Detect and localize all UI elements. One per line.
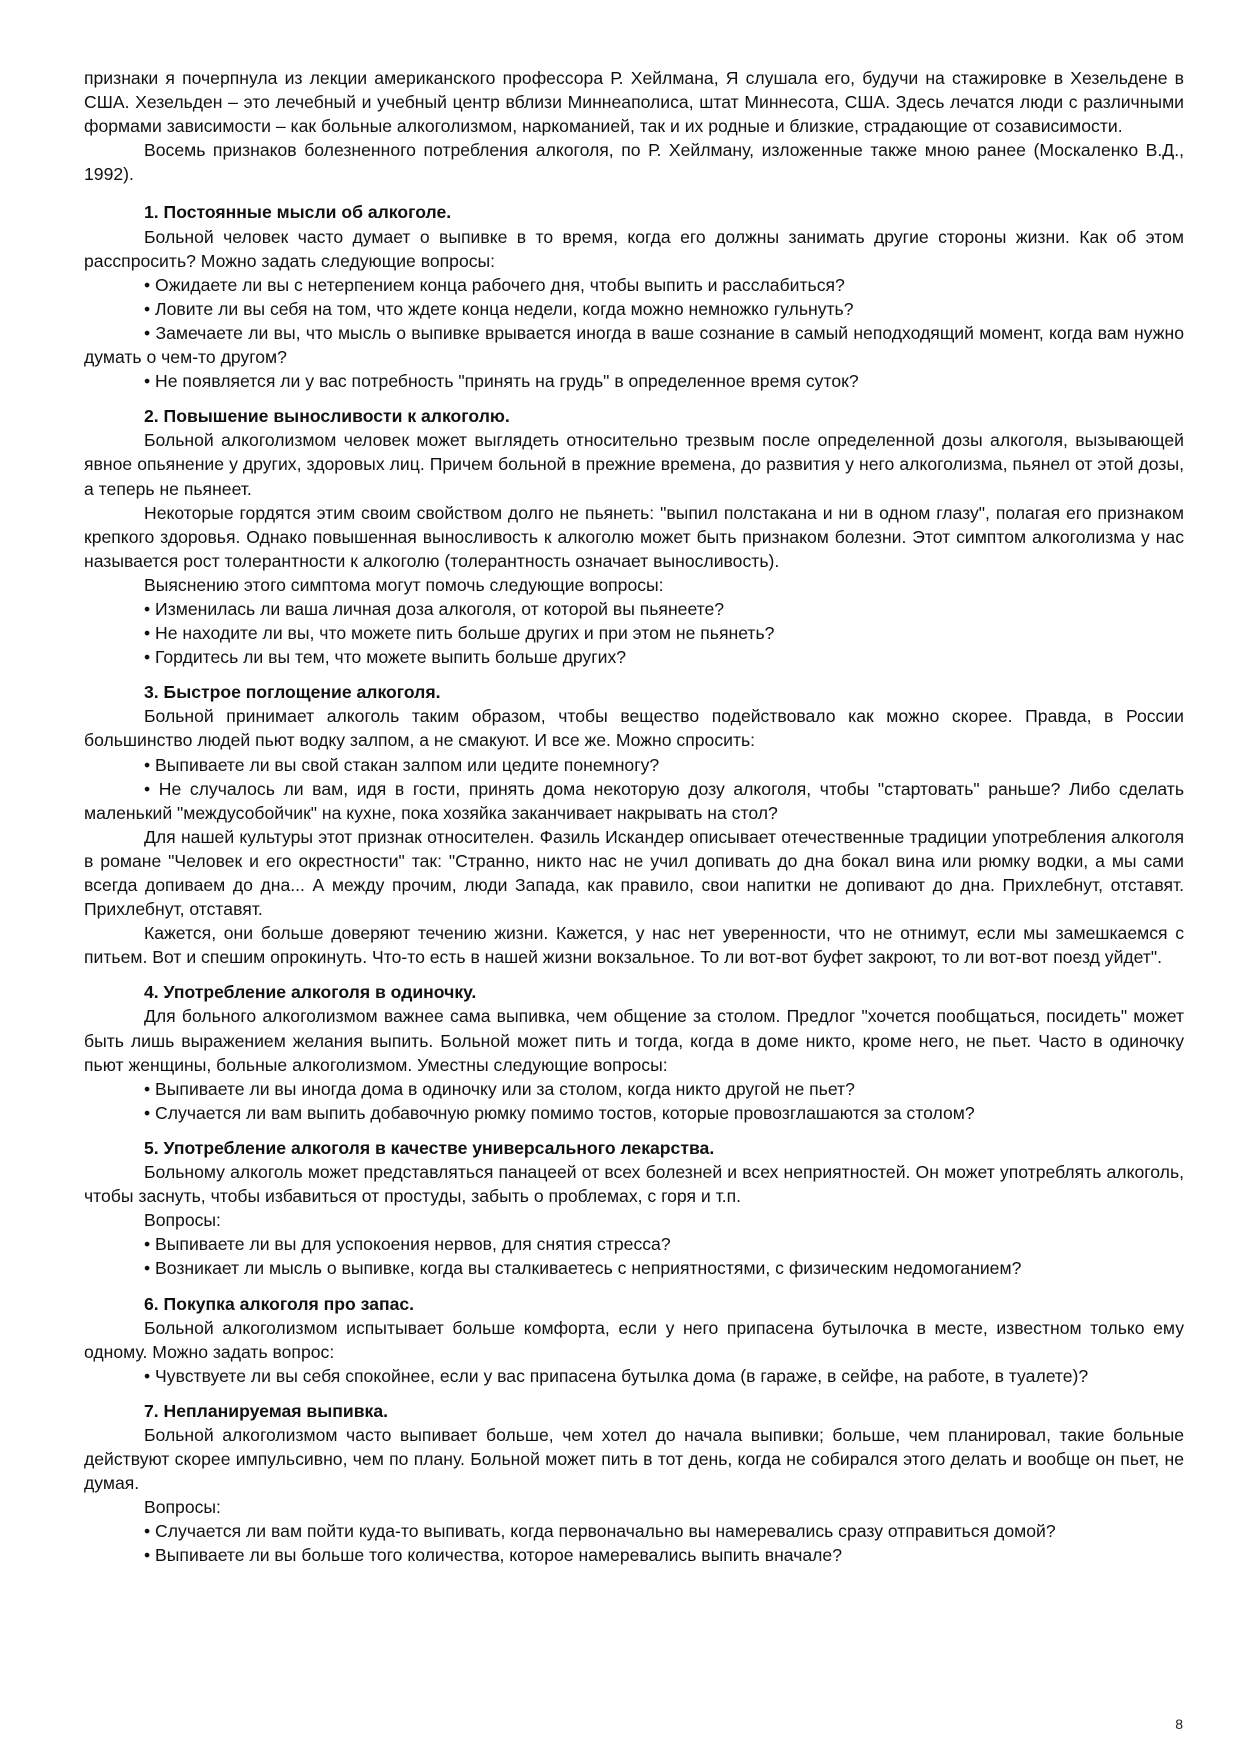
bullet-item: • Выпиваете ли вы иногда дома в одиночку или за столом, когда никто другой не пьет?	[144, 1078, 855, 1099]
bullet-item: • Чувствуете ли вы себя спокойнее, если у вас припасена бутылка дома (в гараже, в сейфе, на работе, в туалете)?	[144, 1365, 1089, 1386]
section-2	[84, 404, 1184, 669]
section-4	[84, 980, 1184, 1125]
bullet-item: • Не находите ли вы, что можете пить больше других и при этом не пьянеть?	[144, 623, 775, 644]
section-heading: 4. Употребление алкоголя в одиночку.	[144, 982, 477, 1003]
paragraph: Больной алкоголизмом испытывает больше комфорта, если у него припасена бутылочка в месте, известном только ему одному. Можно задать вопрос:	[84, 1317, 1184, 1362]
intro	[84, 66, 1184, 186]
section-heading: 1. Постоянные мысли об алкоголе.	[144, 202, 452, 223]
paragraph: Больной человек часто думает о выпивке в то время, когда его должны занимать другие стороны жизни. Как об этом расспросить? Можно задать следующие вопросы:	[84, 226, 1184, 271]
bullet-item: • Возникает ли мысль о выпивке, когда вы сталкиваетесь с неприятностями, с физическим недомоганием?	[144, 1258, 1022, 1279]
section-heading: 3. Быстрое поглощение алкоголя.	[144, 682, 441, 703]
section-heading: 5. Употребление алкоголя в качестве универсального лекарства.	[144, 1137, 715, 1158]
section-heading: 7. Непланируемая выпивка.	[144, 1400, 389, 1421]
bullet-item: • Не появляется ли у вас потребность "принять на грудь" в определенное время суток?	[144, 371, 859, 392]
paragraph: Для больного алкоголизмом важнее сама выпивка, чем общение за столом. Предлог "хочется пообщаться, посидеть" может быть лишь выражением желания выпить. Больной может пить и тогда, когда в доме никто, кроме него, не пьет. Часто в одиночку пьют женщины, больные алкоголизмом. Уместны следующие вопросы:	[84, 1006, 1184, 1075]
bullet-item: • Изменилась ли ваша личная доза алкоголя, от которой вы пьянеете?	[144, 598, 725, 619]
bullet-item: • Замечаете ли вы, что мысль о выпивке врывается иногда в ваше сознание в самый неподходящий момент, когда вам нужно думать о чем-то другом?	[84, 322, 1184, 368]
bullet-item: • Случается ли вам пойти куда-то выпивать, когда первоначально вы намеревались сразу отправиться домой?	[144, 1521, 1056, 1542]
bullet-item: • Выпиваете ли вы больше того количества, которое намеревались выпить вначале?	[144, 1545, 842, 1566]
bullet-item: • Ловите ли вы себя на том, что ждете конца недели, когда можно немножко гульнуть?	[144, 298, 854, 319]
intro-paragraph: признаки я почерпнула из лекции американского профессора Р. Хейлмана, Я слушала его, будучи на стажировке в Хезельдене в США. Хезельден – это лечебный и учебный центр вблизи Миннеаполиса, штат Миннесота, США. Здесь лечатся люди с различными формами зависимости – как больные алкоголизмом, наркоманией, так и их родные и близкие, страдающие от созависимости.	[84, 68, 1184, 137]
bullet-item: • Выпиваете ли вы свой стакан залпом или цедите понемногу?	[144, 754, 660, 775]
section-5	[84, 1136, 1184, 1281]
section-1	[84, 200, 1184, 393]
paragraph: Больной принимает алкоголь таким образом, чтобы вещество подействовало как можно скорее. Правда, в России большинство людей пьют водку залпом, а не смакуют. И все же. Можно спросить:	[84, 706, 1184, 751]
paragraph: Вопросы:	[144, 1210, 221, 1231]
section-heading: 2. Повышение выносливости к алкоголю.	[144, 406, 510, 427]
bullet-item: • Не случалось ли вам, идя в гости, принять дома некоторую дозу алкоголя, чтобы "стартовать" раньше? Либо сделать маленький "междусобойчик" на кухне, пока хозяйка заканчивает накрывать на стол?	[84, 778, 1184, 823]
paragraph: Для нашей культуры этот признак относителен. Фазиль Искандер описывает отечественные традиции употребления алкоголя в романе "Человек и его окрестности" так: "Странно, никто нас не учил допивать до дна бокал вина или рюмку водки, а мы сами всегда допиваем до дна... А между прочим, люди Запада, как правило, свои напитки не допивают до дна. Прихлебнут, отставят. Прихлебнут, отставят.	[84, 826, 1184, 920]
bullet-item: • Ожидаете ли вы с нетерпением конца рабочего дня, чтобы выпить и расслабиться?	[144, 274, 845, 295]
intro-paragraph: Восемь признаков болезненного потребления алкоголя, по Р. Хейлману, изложенные также мною ранее (Москаленко В.Д., 1992).	[84, 140, 1184, 185]
paragraph: Вопросы:	[144, 1497, 221, 1518]
paragraph: Больному алкоголь может представляться панацеей от всех болезней и всех неприятностей. Он может употреблять алкоголь, чтобы заснуть, чтобы избавиться от простуды, забыть о проблемах, с горя и т.п.	[84, 1162, 1184, 1207]
bullet-item: • Гордитесь ли вы тем, что можете выпить больше других?	[144, 647, 627, 668]
paragraph: Больной алкоголизмом часто выпивает больше, чем хотел до начала выпивки; больше, чем планировал, такие больные действуют скорее импульсивно, чем по плану. Больной может пить в тот день, когда не собирался этого делать и вообще он пьет, не думая.	[84, 1424, 1184, 1494]
section-3	[84, 680, 1184, 969]
section-6	[84, 1292, 1184, 1388]
page-number: 8	[1175, 1716, 1183, 1732]
paragraph: Кажется, они больше доверяют течению жизни. Кажется, у нас нет уверенности, что не отнимут, если мы замешкаемся с питьем. Вот и спешим опрокинуть. Что-то есть в нашей жизни вокзальное. То ли вот-вот буфет закроют, то ли вот-вот поезд уйдет".	[84, 923, 1184, 968]
section-7	[84, 1399, 1184, 1568]
bullet-item: • Случается ли вам выпить добавочную рюмку помимо тостов, которые провозглашаются за столом?	[144, 1102, 975, 1123]
section-heading: 6. Покупка алкоголя про запас.	[144, 1293, 415, 1314]
paragraph: Некоторые гордятся этим своим свойством долго не пьянеть: "выпил полстакана и ни в одном глазу", полагая его признаком крепкого здоровья. Однако повышенная выносливость к алкоголю может быть признаком болезни. Этот симптом алкоголизма у нас называется рост толерантности к алкоголю (толерантность означает выносливость).	[84, 502, 1184, 571]
paragraph: Выяснению этого симптома могут помочь следующие вопросы:	[144, 574, 664, 595]
bullet-item: • Выпиваете ли вы для успокоения нервов, для снятия стресса?	[144, 1234, 671, 1255]
paragraph: Больной алкоголизмом человек может выглядеть относительно трезвым после определенной дозы алкоголя, вызывающей явное опьянение у других, здоровых лиц. Причем больной в прежние времена, до развития у него алкоголизма, пьянел от этой дозы, а теперь не пьянеет.	[84, 430, 1184, 499]
